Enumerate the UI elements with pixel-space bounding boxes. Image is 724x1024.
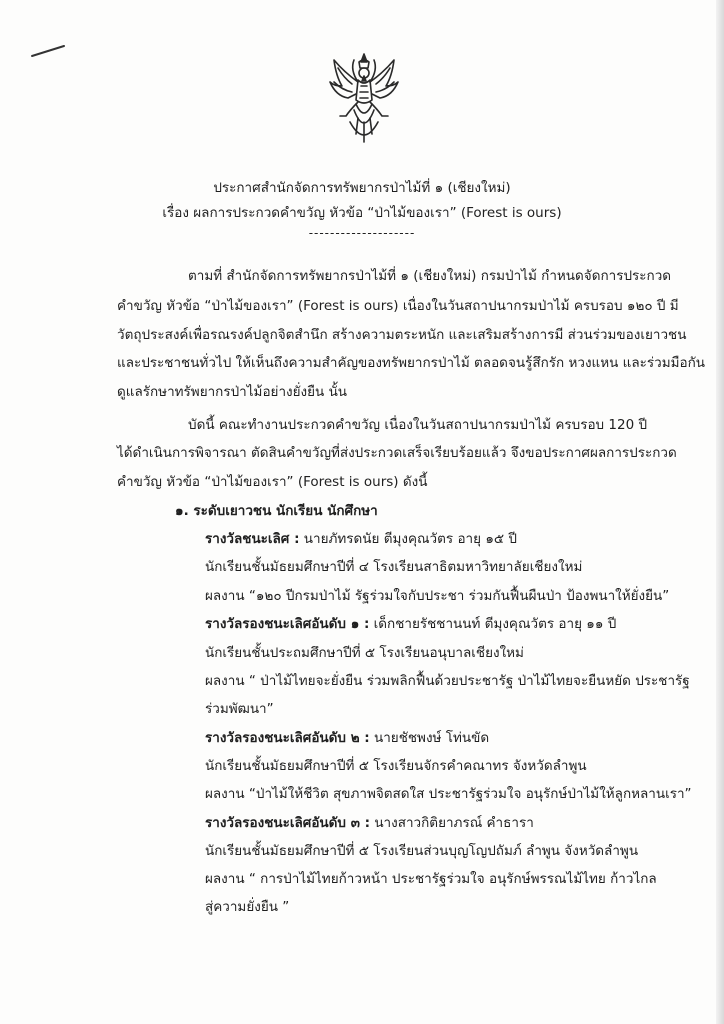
paragraph-2-line: คำขวัญ หัวข้อ “ป่าไม้ของเรา” (Forest is ours) ดังนี้ bbox=[117, 474, 428, 490]
paragraph-1-line: คำขวัญ หัวข้อ “ป่าไม้ของเรา” (Forest is ours) เนื่องในวันสถาปนากรมป่าไม้ ครบรอบ ๑๒๐ ปี มี bbox=[117, 298, 679, 314]
award-entry-runner-up-2 bbox=[205, 728, 489, 748]
award-winner-name: เด็กชายรัชชานนท์ ตีมุงคุณวัตร อายุ ๑๑ ปี bbox=[369, 616, 617, 632]
stray-pen-mark bbox=[30, 44, 66, 58]
paragraph-2-line: ได้ดำเนินการพิจารณา ตัดสินคำขวัญที่ส่งประกวดเสร็จเรียบร้อยแล้ว จึงขอประกาศผลการประกวด bbox=[117, 445, 677, 461]
award-entry-runner-up-1 bbox=[205, 614, 616, 634]
award-label: รางวัลรองชนะเลิศอันดับ ๒ : bbox=[205, 730, 370, 746]
award-entry-winner bbox=[205, 529, 517, 549]
paragraph-1-line: และประชาชนทั่วไป ให้เห็นถึงความสำคัญของทรัพยากรป่าไม้ ตลอดจนรู้สึกรัก หวงแหน และร่วมมือกัน bbox=[117, 355, 706, 371]
paragraph-2-line: บัดนี้ คณะทำงานประกวดคำขวัญ เนื่องในวันสถาปนากรมป่าไม้ ครบรอบ 120 ปี bbox=[188, 417, 648, 433]
paragraph-1-line: ตามที่ สำนักจัดการทรัพยากรป่าไม้ที่ ๑ (เชียงใหม่) กรมป่าไม้ กำหนดจัดการประกวด bbox=[188, 268, 672, 284]
announcement-subject: เรื่อง ผลการประกวดคำขวัญ หัวข้อ “ป่าไม้ของเรา” (Forest is ours) bbox=[162, 205, 562, 221]
section-heading: ๑. ระดับเยาวชน นักเรียน นักศึกษา bbox=[175, 503, 378, 519]
award-winner-name: นายชัชพงษ์ โท่นขัด bbox=[369, 730, 490, 746]
award-school: นักเรียนชั้นมัธยมศึกษาปีที่ ๕ โรงเรียนส่วนบุญโญปถัมภ์ ลำพูน จังหวัดลำพูน bbox=[205, 843, 639, 859]
award-winner-name: นายภัทรดนัย ตีมุงคุณวัตร อายุ ๑๕ ปี bbox=[299, 531, 517, 547]
award-work: ผลงาน “ การป่าไม้ไทยก้าวหน้า ประชารัฐร่วมใจ อนุรักษ์พรรณไม้ไทย ก้าวไกล bbox=[205, 871, 657, 887]
scan-edge bbox=[716, 0, 724, 1024]
award-label: รางวัลรองชนะเลิศอันดับ ๓ : bbox=[205, 815, 371, 831]
award-work: ผลงาน “ป่าไม้ให้ชีวิต สุขภาพจิตสดใส ประชารัฐร่วมใจ อนุรักษ์ป่าไม้ให้ลูกหลานเรา” bbox=[205, 786, 692, 802]
award-label: รางวัลรองชนะเลิศอันดับ ๑ : bbox=[205, 616, 370, 632]
award-label: รางวัลชนะเลิศ : bbox=[205, 531, 300, 547]
award-work: ผลงาน “๑๒๐ ปีกรมป่าไม้ รัฐร่วมใจกับประชา ร่วมกันฟื้นผืนป่า ป้องพนาให้ยั่งยืน” bbox=[205, 588, 670, 604]
garuda-emblem-icon bbox=[328, 52, 400, 148]
title-divider: -------------------- bbox=[308, 226, 416, 240]
award-school: นักเรียนชั้นประถมศึกษาปีที่ ๕ โรงเรียนอนุบาลเชียงใหม่ bbox=[205, 645, 524, 661]
award-work: ผลงาน “ ป่าไม้ไทยจะยั่งยืน ร่วมพลิกฟื้นด้วยประชารัฐ ป่าไม้ไทยจะยืนหยัด ประชารัฐ bbox=[205, 673, 690, 689]
paragraph-1-line: ดูแลรักษาทรัพยากรป่าไม้อย่างยั่งยืน นั้น bbox=[117, 384, 348, 400]
award-entry-runner-up-3 bbox=[205, 813, 534, 833]
award-school: นักเรียนชั้นมัธยมศึกษาปีที่ ๕ โรงเรียนจักรคำคณาทร จังหวัดลำพูน bbox=[205, 758, 587, 774]
award-winner-name: นางสาวกิติยาภรณ์ คำธารา bbox=[370, 815, 534, 831]
award-work-continued: สู่ความยั่งยืน ” bbox=[205, 899, 290, 915]
announcement-title: ประกาศสำนักจัดการทรัพยากรป่าไม้ที่ ๑ (เชียงใหม่) bbox=[213, 180, 511, 196]
paragraph-1-line: วัตถุประสงค์เพื่อรณรงค์ปลูกจิตสำนึก สร้างความตระหนัก และเสริมสร้างการมี ส่วนร่วมของเยาวชน bbox=[117, 327, 687, 343]
award-school: นักเรียนชั้นมัธยมศึกษาปีที่ ๔ โรงเรียนสาธิตมหาวิทยาลัยเชียงใหม่ bbox=[205, 559, 583, 575]
award-work-continued: ร่วมพัฒนา” bbox=[205, 701, 274, 717]
